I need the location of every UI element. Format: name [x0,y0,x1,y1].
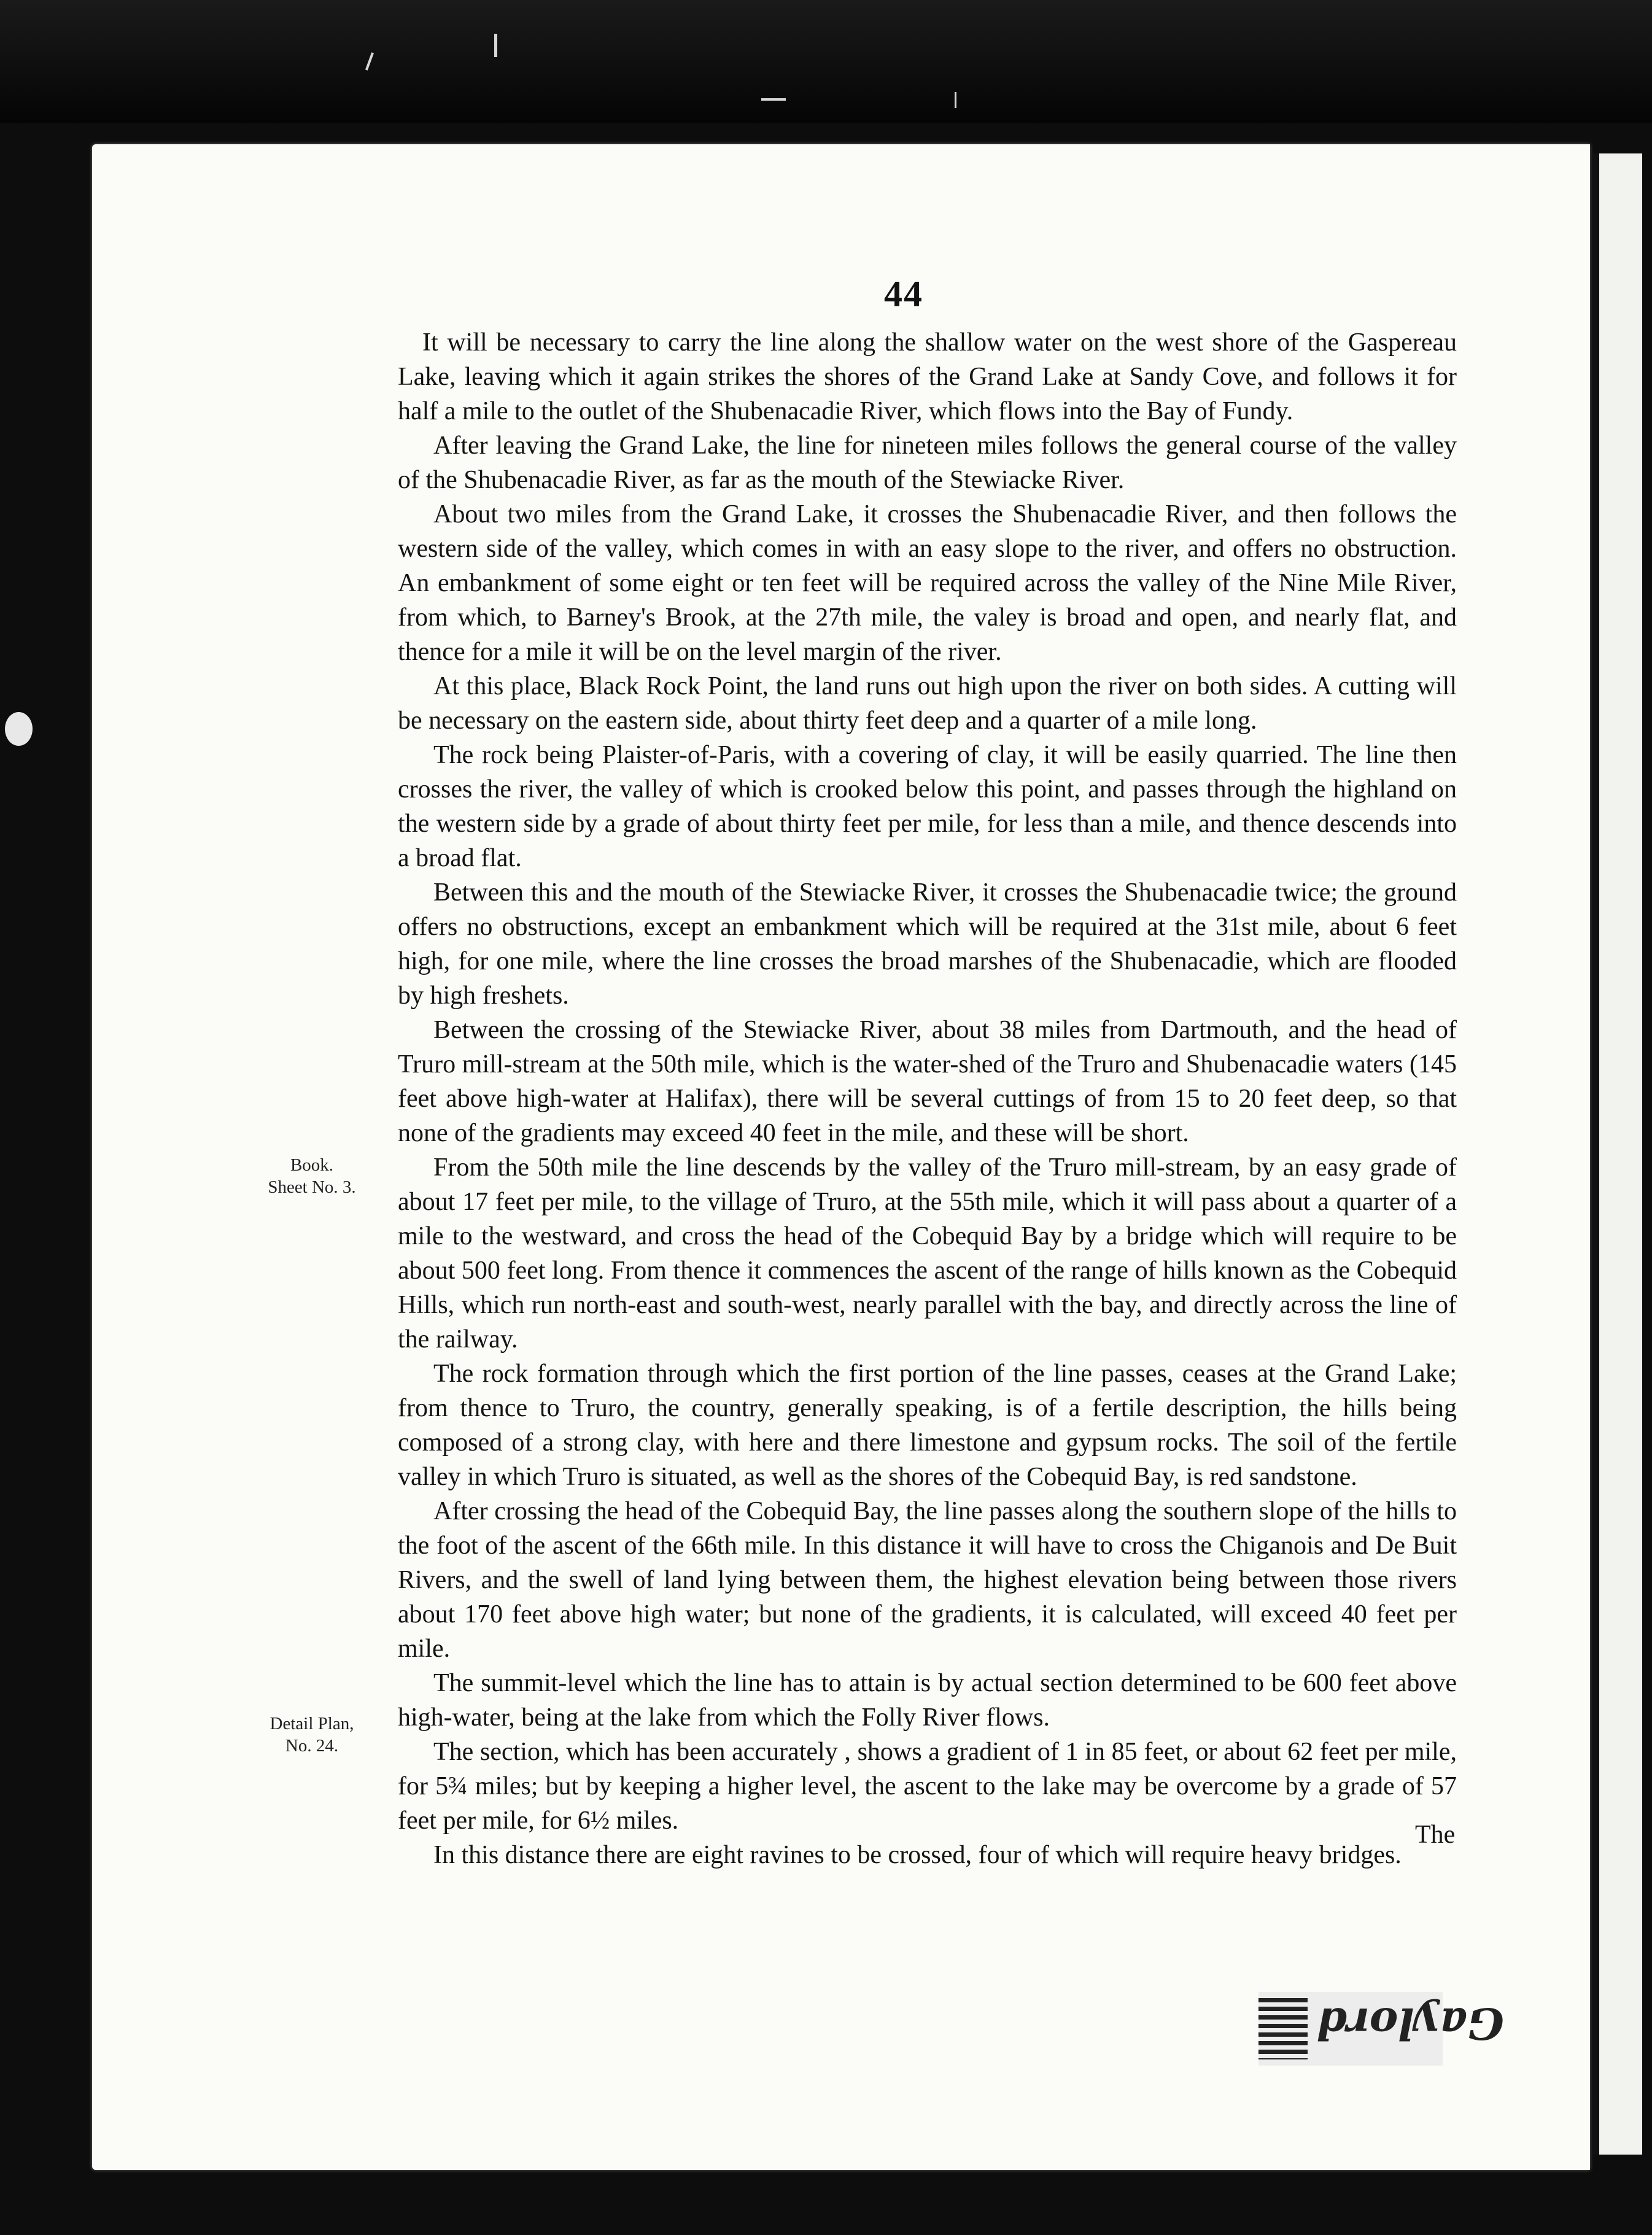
margin-note-line: Detail Plan, [270,1714,354,1733]
margin-note-line: Book. [290,1155,334,1175]
paragraph: About two miles from the Grand Lake, it crosses the Shubenacadie River, and then follows the western side of the valley, which comes in with an easy slope to the river, and offers no obstruction. An embankment of some eight or ten feet will be required across the valley of the Nine Mile River, from which, to Barney's Brook, at the 27th mile, the valey is broad and open, and nearly flat, and thence for a mile it will be on the level margin of the river. [398,500,1457,666]
margin-note-line: Sheet No. 3. [268,1177,356,1197]
paragraph: Between this and the mouth of the Stewiacke River, it crosses the Shubenacadie twice; the ground offers no obstructions, except an embankment which will be required at the 31st mile, about 6 feet high, for one mile, where the line crosses the broad marshes of the Shubenacadie, which are flooded by high freshets. [398,878,1457,1010]
margin-note-detail-plan [232,1713,392,1757]
page-number: 44 [884,274,923,314]
margin-note-line: No. 24. [285,1736,339,1756]
paragraph: After crossing the head of the Cobequid Bay, the line passes along the southern slope of the hills to the foot of the ascent of the 66th mile. In this distance it will have to cross the Chiganois and De Buit Rivers, and the swell of land lying between them, the highest elevation being between those rivers about 170 feet above high water; but none of the gradients, it is calculated, will exceed 40 feet per mile. [398,1497,1457,1663]
paragraph: The section, which has been accurately , shows a gradient of 1 in 85 feet, or about 62 feet per mile, for 5¾ miles; but by keeping a higher level, the ascent to the lake may be overcome by a grade of 57 feet per mile, for 6½ miles. [398,1738,1457,1835]
paragraph: The summit-level which the line has to attain is by actual section determined to be 600 feet above high-water, being at the lake from which the Folly River flows. [398,1669,1457,1732]
scan-speck [761,98,786,101]
scan-border-top [0,0,1652,123]
scan-speck [955,92,956,108]
body-text [398,325,1457,1872]
paragraph: In this distance there are eight ravines to be crossed, four of which will require heavy bridges. [433,1841,1402,1869]
barcode-stripes [1258,1998,1308,2059]
margin-note-book-sheet [232,1154,392,1198]
paragraph: After leaving the Grand Lake, the line for nineteen miles follows the general course of the valley of the Shubenacadie River, as far as the mouth of the Stewiacke River. [398,432,1457,494]
catchword: The [1415,1821,1456,1849]
paragraph: At this place, Black Rock Point, the land runs out high upon the river on both sides. A cutting will be necessary on the eastern side, about thirty feet deep and a quarter of a mile long. [398,672,1457,735]
gaylord-binding-stamp [1258,1992,1504,2066]
paragraph: The rock being Plaister-of-Paris, with a covering of clay, it will be easily quarried. The line then crosses the river, the valley of which is crooked below this point, and passes through the highland on the western side by a grade of about thirty feet per mile, for less than a mile, and thence descends into a broad flat. [398,741,1457,872]
paragraph: The rock formation through which the first portion of the line passes, ceases at the Grand Lake; from thence to Truro, the country, generally speaking, is of a fertile description, the hills being composed of a strong clay, with here and there limestone and gypsum rocks. The soil of the fertile valley in which Truro is situated, as well as the shores of the Cobequid Bay, is red sandstone. [398,1360,1457,1491]
paragraph: Between the crossing of the Stewiacke River, about 38 miles from Dartmouth, and the head of Truro mill-stream at the 50th mile, which is the water-shed of the Truro and Shubenacadie waters (145 feet above high-water at Halifax), there will be several cuttings of from 15 to 20 feet deep, so that none of the gradients may exceed 40 feet in the mile, and these will be short. [398,1016,1457,1147]
paragraph: From the 50th mile the line descends by the valley of the Truro mill-stream, by an easy grade of about 17 feet per mile, to the village of Truro, at the 55th mile, which it will pass about a quarter of a mile to the westward, and cross the head of the Cobequid Bay by a bridge which will require to be about 500 feet long. From thence it commences the ascent of the range of hills known as the Cobequid Hills, which run north-east and south-west, nearly parallel with the bay, and directly across the line of the railway. [398,1153,1457,1354]
scan-speck [494,34,497,57]
scan-blot [5,712,33,746]
paragraph: It will be necessary to carry the line along the shallow water on the west shore of the Gaspereau Lake, leaving which it again strikes the shores of the Grand Lake at Sandy Cove, and follows it for half a mile to the outlet of the Shubenacadie River, which flows into the Bay of Fundy. [398,328,1457,425]
facing-page-edge [1593,153,1642,2155]
gaylord-label: Gaylord [1317,1998,1504,2049]
